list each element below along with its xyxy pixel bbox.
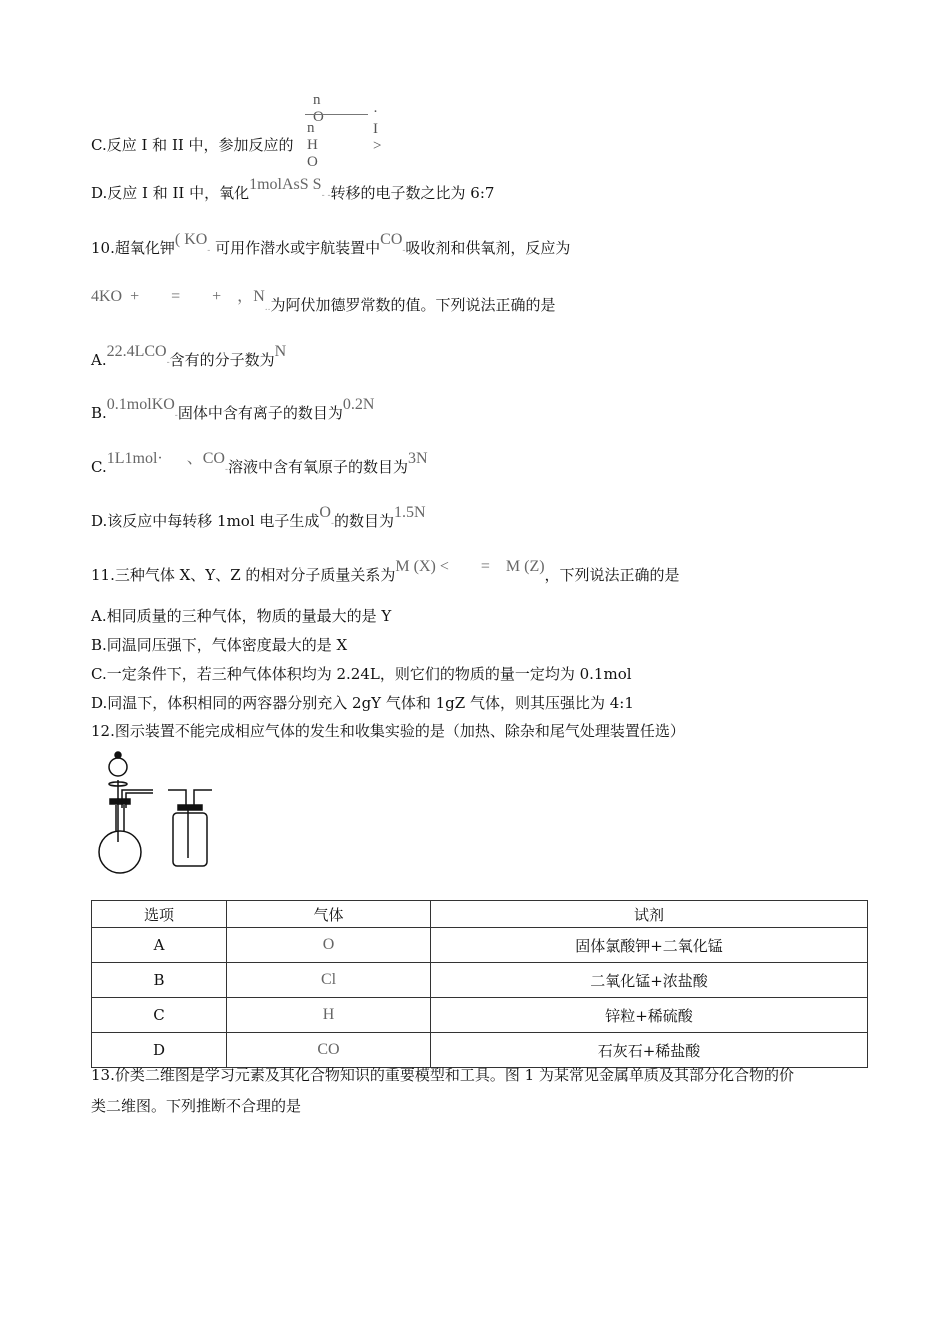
q11-stem [91,558,680,586]
formula: CO [380,231,403,248]
cell-reagent: 固体氯酸钾+二氧化锰 [431,928,868,963]
q10-equation: 4KO + = + ，N..为阿伏加德罗常数的值。下列说法正确的是 [91,288,556,314]
formula: N [253,288,265,305]
q10-option-d: D.该反应中每转移 1mol 电子生成O-的数目为1.5N [91,504,426,530]
cell-option: C [92,998,227,1033]
cell-gas: Cl [227,963,431,998]
option-text: 溶液中含有氧原子的数目为 [228,458,409,476]
q13-stem-line2: 类二维图。下列推断不合理的是 [91,1097,302,1115]
formula: M (X) < = M (Z) [395,558,545,575]
formula: O [319,504,331,521]
cell-reagent: 锌粒+稀硫酸 [431,998,868,1033]
q10-stem: 10.超氧化钾( KO- 可用作潜水或宇航装置中CO-吸收剂和供氧剂，反应为 [91,231,571,257]
q11-option-c: C.一定条件下，若三种气体体积均为 2.24L，则它们的物质的量一定均为 0.1mol [91,665,632,683]
formula: 3N [408,450,428,467]
option-label: D.该反应中每转移 1mol 电子生成 [91,512,320,530]
q11-option-a: A.相同质量的三种气体，物质的量最大的是 Y [91,607,392,625]
cell-reagent: 石灰石+稀盐酸 [431,1033,868,1068]
formula: 1molAsS S [249,176,322,193]
option-label: A. [91,351,107,369]
table-row [92,1033,868,1068]
header-option: 选项 [92,901,227,928]
cell-reagent: 二氧化锰+浓盐酸 [431,963,868,998]
cell-gas: CO [227,1033,431,1068]
q10-option-b: B.0.1molKO-固体中含有离子的数目为0.2N [91,396,375,422]
table-row [92,998,868,1033]
q9-option-d: D.反应 I 和 II 中，氧化1molAsS S- -转移的电子数之比为 6:7 [91,176,495,202]
formula: N [274,343,287,360]
option-text: D.反应 I 和 II 中，氧化 [91,184,250,202]
stem-text: 吸收剂和供氧剂，反应为 [405,239,571,257]
stem-text: 11.三种气体 X、Y、Z 的相对分子质量关系为 [91,566,396,584]
table-header [92,901,868,928]
option-text: 的数目为 [334,512,395,530]
q10-option-c: C.1L1mol· 、CO-溶液中含有氧原子的数目为3N [91,450,428,476]
formula: 1L1mol· 、CO [106,450,225,467]
option-text: C.反应 I 和 II 中，参加反应的 [91,136,294,154]
cell-gas: H [227,998,431,1033]
formula: 0.1molKO [106,396,175,413]
q9-option-c [91,135,294,155]
formula: 22.4LCO [106,343,167,360]
stem-text: ，下列说法正确的是 [544,566,680,584]
stem-text: 为阿伏加德罗常数的值。下列说法正确的是 [270,296,556,314]
q11-option-b: B.同温同压强下，气体密度最大的是 X [91,636,348,654]
q10-option-a: A.22.4LCO-含有的分子数为N [91,343,287,369]
q12-stem: 12.图示装置不能完成相应气体的发生和收集实验的是（加热、除杂和尾气处理装置任选） [91,722,685,740]
fraction-denominator: n H O [307,120,318,170]
option-text: 转移的电子数之比为 6:7 [330,184,495,202]
q13-stem-line1: 13.价类二维图是学习元素及其化合物知识的重要模型和工具。图 1 为某常见金属单质及其部分化合物的价 [91,1066,794,1084]
option-text: 固体中含有离子的数目为 [177,404,343,422]
table-row [92,963,868,998]
cell-option: B [92,963,227,998]
equation: 4KO + = + ， [91,288,254,305]
option-label: B. [91,404,107,422]
reagent-table [91,900,868,1068]
gas-apparatus-diagram [90,750,230,880]
option-text: 含有的分子数为 [169,351,275,369]
cell-option: A [92,928,227,963]
cell-gas: O [227,928,431,963]
fraction-tail: · I > [373,104,382,154]
formula: ( KO [174,231,208,248]
header-gas: 气体 [227,901,431,928]
stem-text: 10.超氧化钾 [91,239,175,257]
header-reagent: 试剂 [431,901,868,928]
cell-option: D [92,1033,227,1068]
table-row [92,928,868,963]
q11-option-d: D.同温下，体积相同的两容器分别充入 2gY 气体和 1gZ 气体，则其压强比为 4:1 [91,694,634,712]
stem-text: 可用作潜水或宇航装置中 [215,239,381,257]
fraction-numerator: n O [313,92,324,125]
formula: 1.5N [394,504,426,521]
formula: 0.2N [342,396,375,413]
option-label: C. [91,458,107,476]
